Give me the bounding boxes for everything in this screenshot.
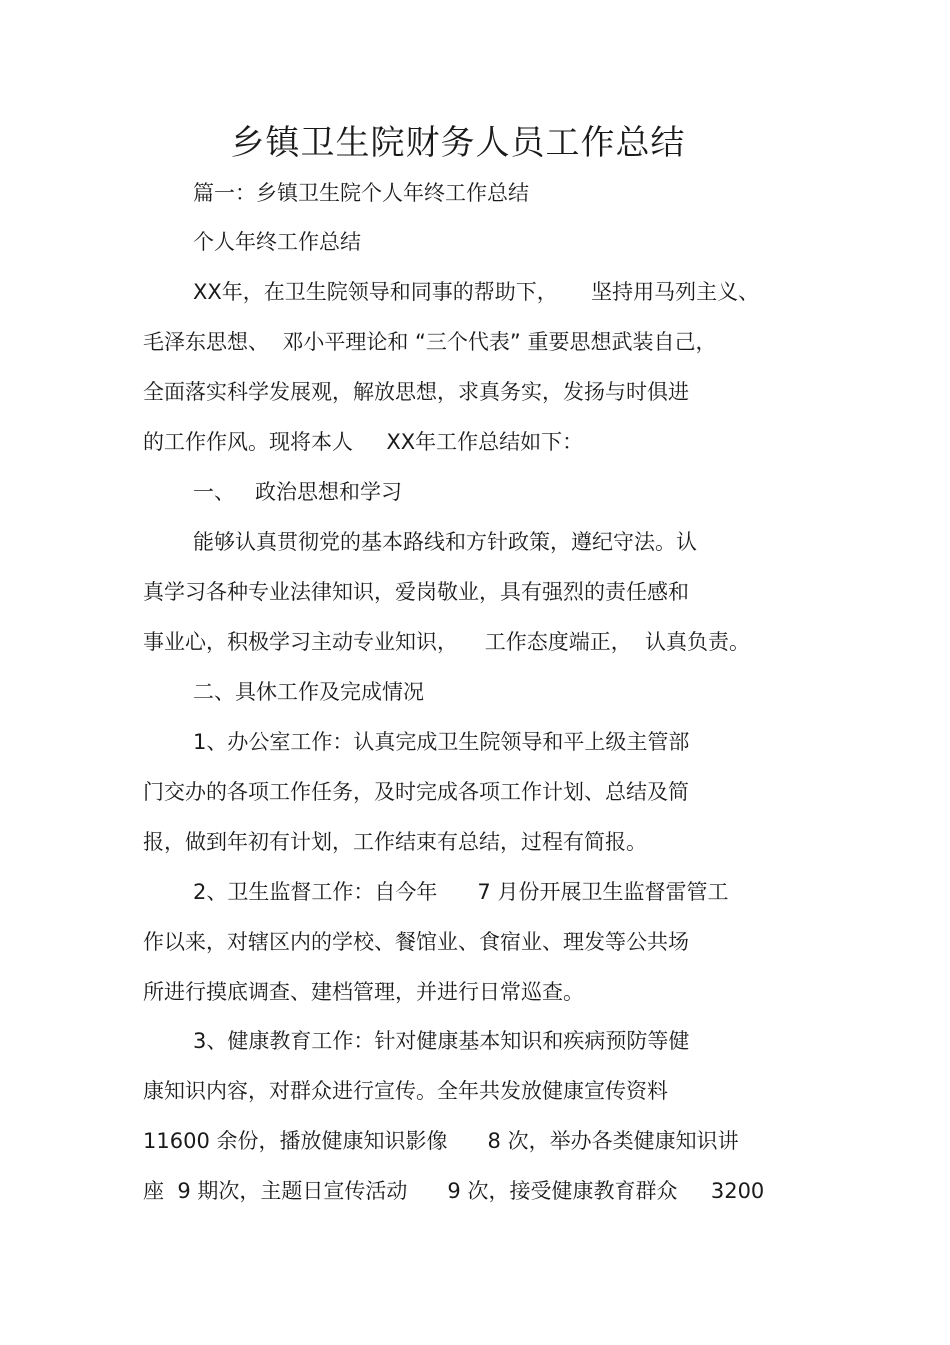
paragraph-line: 1、办公室工作：认真完成卫生院领导和平上级主管部 bbox=[193, 730, 690, 754]
paragraph-line: 11600 余份，播放健康知识影像 8 次，举办各类健康知识讲 bbox=[143, 1129, 739, 1153]
paragraph-line: XX年，在卫生院领导和同事的帮助下， 坚持用马列主义、 bbox=[193, 280, 760, 304]
paragraph-line: 康知识内容，对群众进行宣传。全年共发放健康宣传资料 bbox=[143, 1079, 668, 1103]
paragraph-line: 报，做到年初有计划，工作结束有总结，过程有简报。 bbox=[143, 830, 647, 854]
paragraph-line: 2、卫生监督工作：自今年 7 月份开展卫生监督雷管工 bbox=[193, 880, 729, 904]
paragraph-line: 真学习各种专业法律知识，爱岗敬业，具有强烈的责任感和 bbox=[143, 580, 689, 604]
paragraph-line: 事业心，积极学习主动专业知识， 工作态度端正， 认真负责。 bbox=[143, 630, 751, 654]
section-heading: 篇一：乡镇卫生院个人年终工作总结 bbox=[193, 181, 529, 205]
section-heading: 二、具休工作及完成情况 bbox=[193, 680, 424, 704]
paragraph-line: 能够认真贯彻党的基本路线和方针政策，遵纪守法。认 bbox=[193, 530, 697, 554]
section-heading: 一、 政治思想和学习 bbox=[193, 480, 403, 504]
document-title: 乡镇卫生院财务人员工作总结 bbox=[230, 123, 686, 163]
paragraph-line: 全面落实科学发展观，解放思想，求真务实，发扬与时俱进 bbox=[143, 380, 689, 404]
paragraph-line: 座 9 期次，主题日宣传活动 9 次，接受健康教育群众 3200 bbox=[143, 1179, 765, 1203]
paragraph-line: 毛泽东思想、 邓小平理论和 “三个代表” 重要思想武装自己， bbox=[143, 330, 717, 354]
paragraph-line: 的工作作风。现将本人 XX年工作总结如下： bbox=[143, 430, 584, 454]
paragraph-line: 3、健康教育工作：针对健康基本知识和疾病预防等健 bbox=[193, 1029, 690, 1053]
subheading: 个人年终工作总结 bbox=[193, 230, 361, 254]
paragraph-line: 作以来，对辖区内的学校、餐馆业、食宿业、理发等公共场 bbox=[143, 930, 689, 954]
paragraph-line: 门交办的各项工作任务，及时完成各项工作计划、总结及简 bbox=[143, 780, 689, 804]
paragraph-line: 所进行摸底调查、建档管理，并进行日常巡查。 bbox=[143, 980, 584, 1004]
